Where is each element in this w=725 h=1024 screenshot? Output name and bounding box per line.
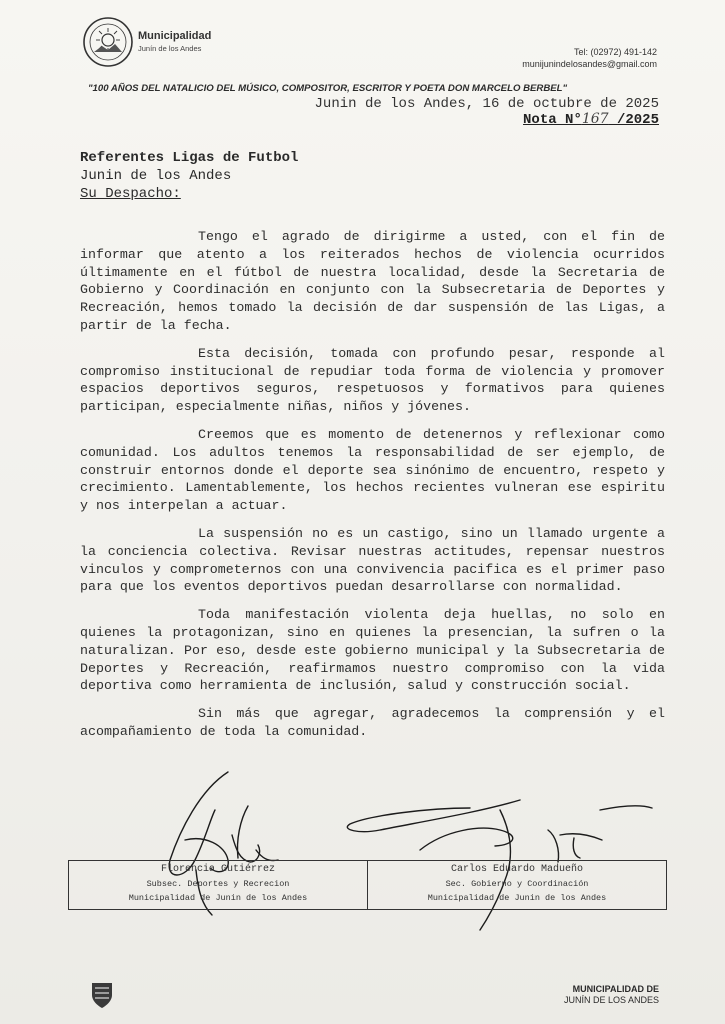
contact-block	[522, 46, 657, 70]
letter-body	[80, 228, 665, 751]
note-prefix: Nota N°	[523, 112, 582, 128]
municipality-name: Municipalidad	[138, 30, 212, 42]
paragraph: La suspensión no es un castigo, sino un llamado urgente a la conciencia colectiva. Revisar nuestras actitudes, repensar nuestros vinculos y comprometernos con una convivencia pacifica es el primer paso para que los eventos deportivos puedan desarrollarse con normalidad.	[80, 525, 665, 595]
note-suffix: /2025	[608, 112, 659, 128]
addressee-block	[80, 149, 298, 203]
paragraph: Esta decisión, tomada con profundo pesar, responde al compromiso institucional de repudiar toda forma de violencia y promover espacios deportivos seguros, respetuosos y formativos para quienes participan, especialmente niñas, niños y jóvenes.	[80, 345, 665, 415]
signature-cell-left	[69, 861, 368, 909]
footer-line-1: MUNICIPALIDAD DE	[572, 984, 659, 994]
municipal-seal-icon	[82, 16, 134, 68]
note-handwritten-number: 167	[581, 111, 609, 127]
paragraph: Toda manifestación violenta deja huellas, no solo en quienes la protagonizan, sino en quienes la presencian, la sufren o la naturalizan. Por eso, desde este gobierno municipal y la Subsecretaria de Deportes y Recreación, reafirmamos nuestro compromiso con la vida deportiva como herramienta de inclusión, salud y construcción social.	[80, 607, 665, 694]
phone-text: Tel: (02972) 491-142	[573, 47, 657, 57]
signer-name: Carlos Eduardo Madueño	[450, 864, 584, 875]
signature-cell-right	[368, 861, 666, 909]
note-number	[523, 111, 659, 128]
footer-line-2: JUNÍN DE LOS ANDES	[563, 995, 659, 1005]
date-line: Junin de los Andes, 16 de octubre de 2025	[314, 96, 659, 112]
footer-shield-icon	[90, 980, 114, 1010]
signer-name: Florencia Gutiérrez	[160, 864, 276, 875]
addressee-line-2: Junin de los Andes	[80, 168, 232, 184]
paragraph: Tengo el agrado de dirigirme a usted, con el fin de informar que atento a los reiterados hechos de violencia ocurridos últimamente en el fútbol de nuestra localidad, desde la Secretaria de Gobierno y Coordinación en conjunto con la Subsecretaria de Deportes y Recreación, hemos tomado la decisión de dar suspensión de las Ligas, a partir de la fecha.	[80, 229, 665, 333]
signer-org: Municipalidad de Junin de los Andes	[128, 893, 308, 903]
signer-role: Sec. Gobierno y Coordinación	[445, 879, 589, 889]
footer-institution	[564, 984, 659, 1006]
addressee-line-3: Su Despacho:	[80, 186, 181, 202]
paragraph: Creemos que es momento de detenernos y reflexionar como comunidad. Los adultos tenemos la responsabilidad de ser ejemplo, de construir entornos donde el deporte sea sinónimo de encuentro, respeto y crecimiento. Lamentablemente, los hechos recientes vulneran ese espiritu y nos interpelan a actuar.	[80, 426, 665, 514]
email-text: munijunindelosandes@gmail.com	[522, 59, 657, 69]
paragraph: Sin más que agregar, agradecemos la comprensión y el acompañamiento de toda la comunidad.	[80, 706, 665, 739]
addressee-line-1: Referentes Ligas de Futbol	[80, 150, 299, 166]
anniversary-banner: "100 AÑOS DEL NATALICIO DEL MÚSICO, COMPOSITOR, ESCRITOR Y POETA DON MARCELO BERBEL"	[88, 83, 568, 94]
signer-role: Subsec. Deportes y Recrecion	[146, 879, 290, 889]
municipality-subtitle: Junín de los Andes	[138, 44, 202, 53]
signature-table	[68, 860, 667, 910]
signer-org: Municipalidad de Junin de los Andes	[427, 893, 607, 903]
